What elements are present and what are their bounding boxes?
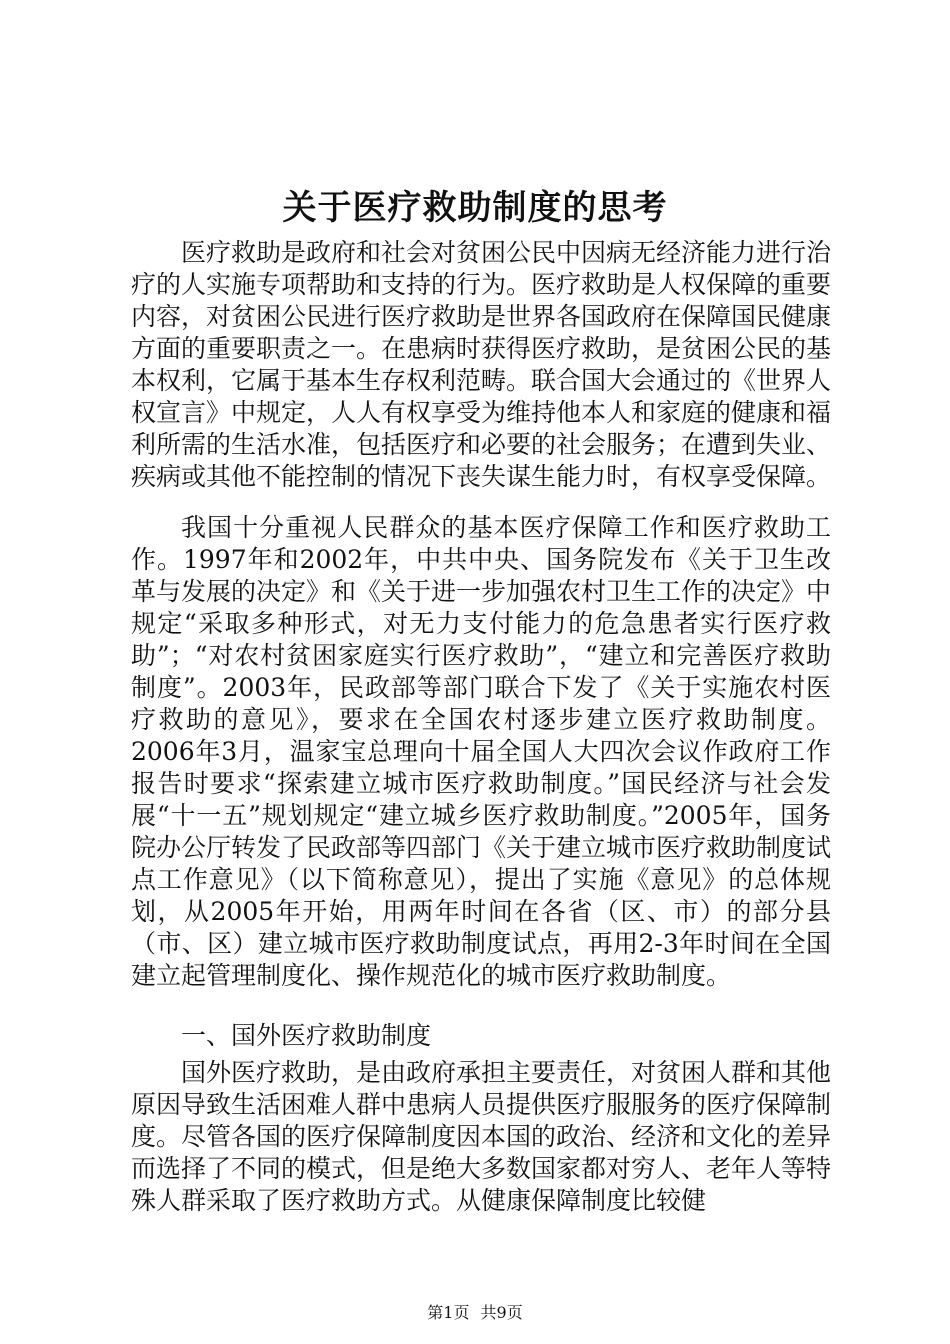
section-heading: 一、国外医疗救助制度: [181, 1021, 432, 1050]
page-footer: [0, 1302, 950, 1324]
document-title: 关于医疗救助制度的思考: [282, 188, 668, 228]
paragraph-2: 我国十分重视人民群众的基本医疗保障工作和医疗救助工作。1997年和2002年，中共中央、国务院发布《关于卫生改革与发展的决定》和《关于进一步加强农村卫生工作的决定》中规定“采取多种形式，对无力支付能力的危急患者实行医疗救助”；“对农村贫困家庭实行医疗救助”，“建立和完善医疗救助制度”。2003年，民政部等部门联合下发了《关于实施农村医疗救助的意见》，要求在全国农村逐步建立医疗救助制度。2006年3月，温家宝总理向十届全国人大四次会议作政府工作报告时要求“探索建立城市医疗救助制度。”国民经济与社会发展“十一五”规划规定“建立城乡医疗救助制度。”2005年，国务院办公厅转发了民政部等四部门《关于建立城市医疗救助制度试点工作意见》（以下简称意见），提出了实施《意见》的总体规划，从2005年开始，用两年时间在各省（区、市）的部分县（市、区）建立城市医疗救助制度试点，再用2-3年时间在全国建立起管理制度化、操作规范化的城市医疗救助制度。: [131, 513, 832, 990]
page-total: 共9页: [480, 1303, 523, 1322]
section-paragraph: 国外医疗救助，是由政府承担主要责任，对贫困人群和其他原因导致生活困难人群中患病人员提供医疗服服务的医疗保障制度。尽管各国的医疗保障制度因本国的政治、经济和文化的差异而选择了不同的模式，但是绝大多数国家都对穷人、老年人等特殊人群采取了医疗救助方式。从健康保障制度比较健: [131, 1058, 832, 1215]
paragraph-1: 医疗救助是政府和社会对贫困公民中因病无经济能力进行治疗的人实施专项帮助和支持的行为。医疗救助是人权保障的重要内容，对贫困公民进行医疗救助是世界各国政府在保障国民健康方面的重要职责之一。在患病时获得医疗救助，是贫困公民的基本权利，它属于基本生存权利范畴。联合国大会通过的《世界人权宣言》中规定，人人有权享受为维持他本人和家庭的健康和福利所需的生活水准，包括医疗和必要的社会服务；在遭到失业、疾病或其他不能控制的情况下丧失谋生能力时，有权享受保障。: [131, 238, 832, 491]
page-number: 第1页: [427, 1303, 470, 1322]
